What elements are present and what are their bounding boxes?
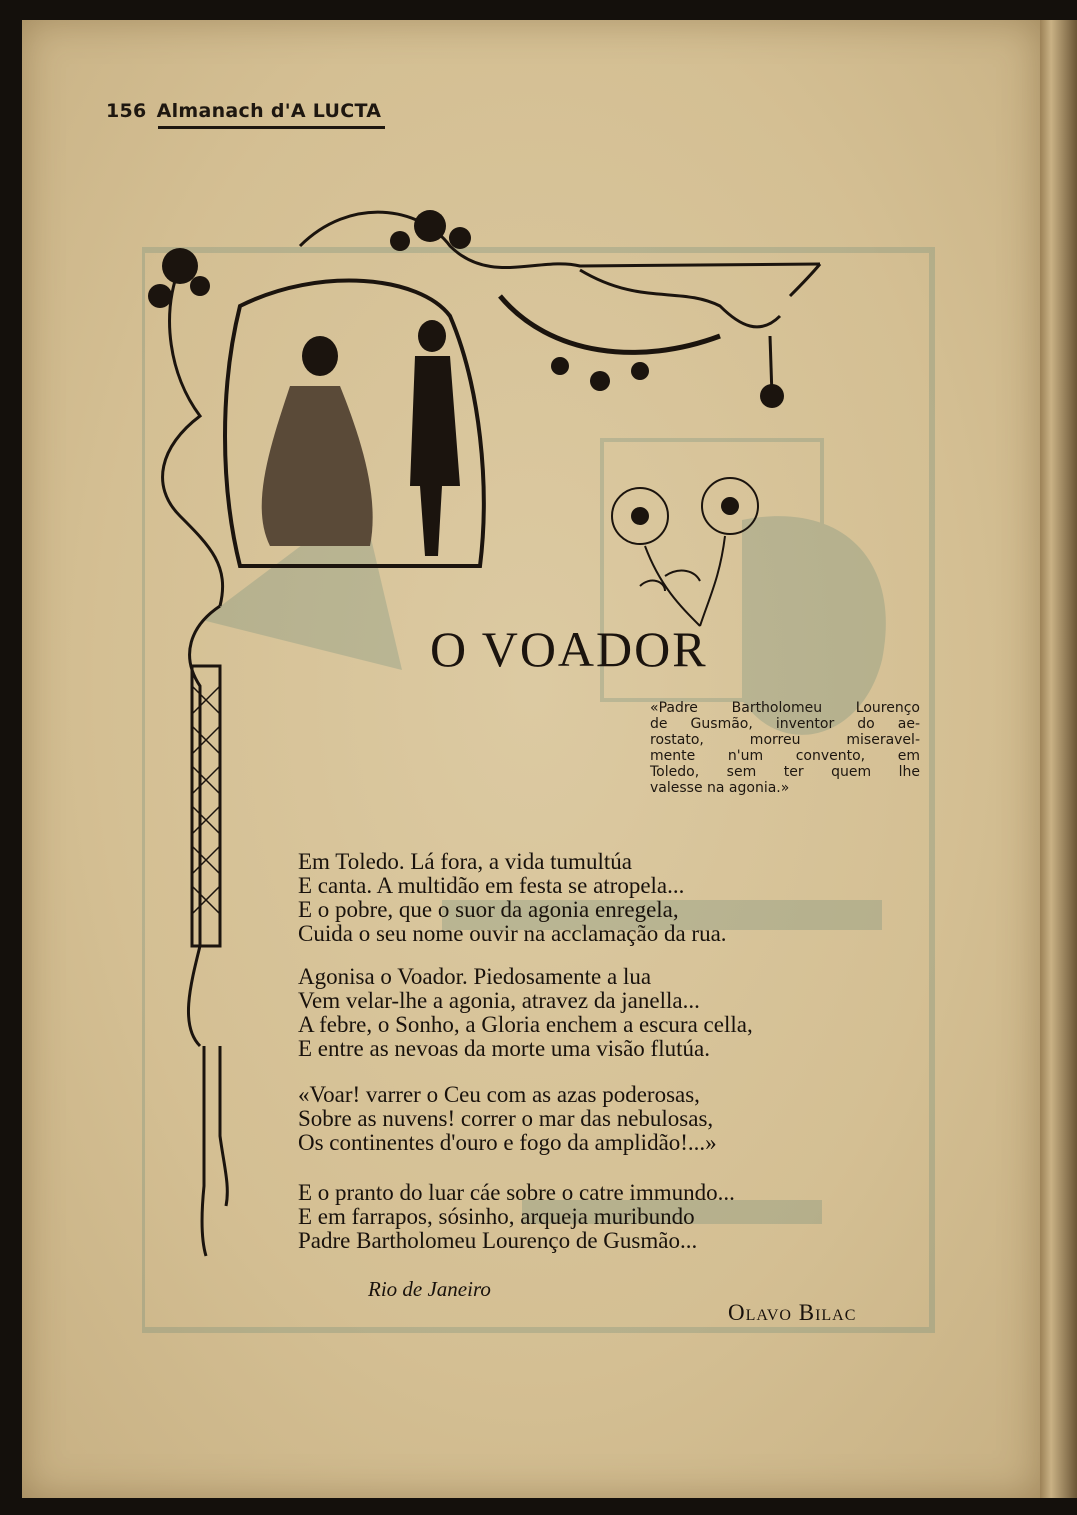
- epigraph-line: «Padre Bartholomeu Lourenço: [650, 700, 920, 716]
- epigraph-line: Toledo, sem ter quem lhe: [650, 764, 920, 780]
- book-page: [22, 20, 1040, 1498]
- verse-line: Em Toledo. Lá fora, a vida tumultúa: [298, 849, 632, 874]
- epigraph: [650, 700, 920, 796]
- place-line: Rio de Janeiro: [368, 1277, 491, 1301]
- daisy-flowers-icon: [612, 478, 758, 626]
- verse-line: «Voar! varrer o Ceu com as azas poderosas,: [298, 1082, 700, 1107]
- epigraph-line: mente n'um convento, em: [650, 748, 920, 764]
- verse-line: A febre, o Sonho, a Gloria enchem a escura cella,: [298, 1012, 753, 1037]
- verse-line: E entre as nevoas da morte uma visão flutúa.: [298, 1036, 710, 1061]
- verse-line: E o pranto do luar cáe sobre o catre immundo...: [298, 1180, 735, 1205]
- verse-line: Cuida o seu nome ouvir na acclamação da rua.: [298, 921, 727, 946]
- page-number: 156: [106, 100, 147, 122]
- verse-line: Vem velar-lhe a agonia, atravez da janella...: [298, 988, 700, 1013]
- stanza-4: [298, 1181, 898, 1253]
- verse-line: Padre Bartholomeu Lourenço de Gusmão...: [298, 1228, 698, 1253]
- stanza-3: [298, 1083, 898, 1155]
- header-underline: [158, 126, 385, 129]
- verse-line: E em farrapos, sósinho, arqueja muribundo: [298, 1204, 695, 1229]
- epigraph-line: de Gusmão, inventor do ae-: [650, 716, 920, 732]
- epigraph-line: rostato, morreu miseravel-: [650, 732, 920, 748]
- verse-line: Sobre as nuvens! correr o mar das nebulosas,: [298, 1106, 714, 1131]
- author-signature: Olavo Bilac: [728, 1300, 857, 1325]
- epigraph-line: valesse na agonia.»: [650, 780, 790, 796]
- running-title: Almanach d'A LUCTA: [156, 100, 382, 122]
- book-spine: [1040, 20, 1077, 1498]
- verse-line: Os continentes d'ouro e fogo da amplidão!...»: [298, 1130, 717, 1155]
- stanza-2: [298, 965, 898, 1061]
- stanza-1: [298, 850, 898, 946]
- verse-line: Agonisa o Voador. Piedosamente a lua: [298, 964, 652, 989]
- verse-line: E canta. A multidão em festa se atropela...: [298, 873, 685, 898]
- verse-line: E o pobre, que o suor da agonia enregela,: [298, 897, 679, 922]
- running-header: [106, 100, 381, 122]
- poem-title: O VOADOR: [430, 621, 708, 677]
